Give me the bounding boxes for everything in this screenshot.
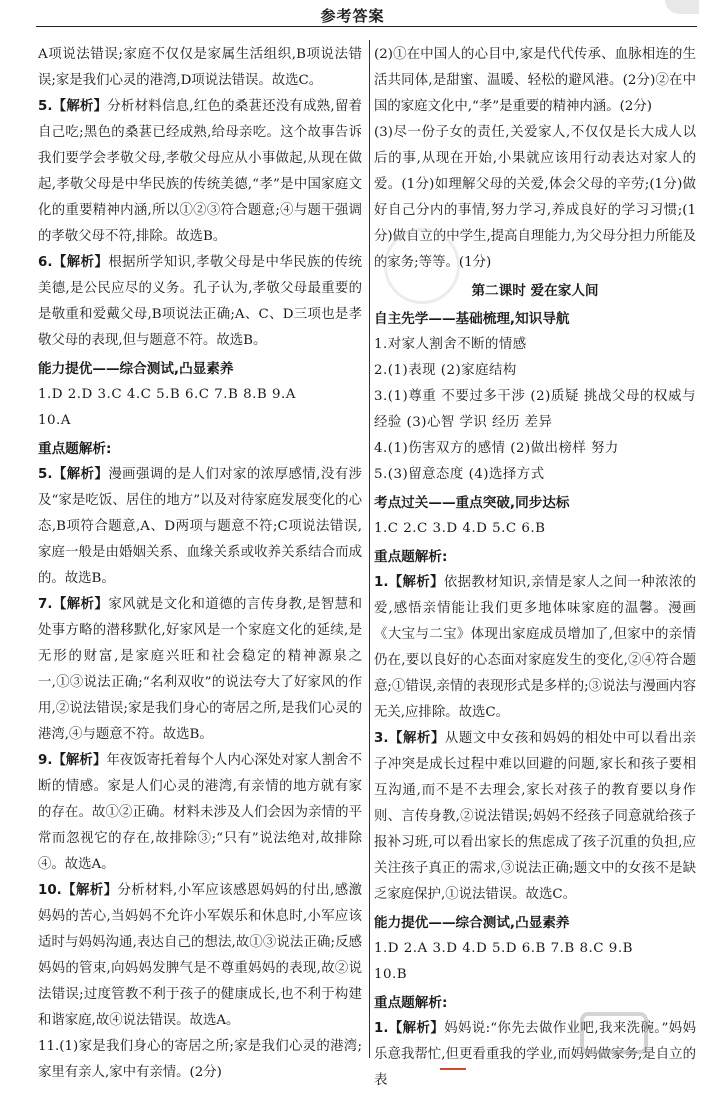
answer-list: 1.D 2.A 3.D 4.D 5.D 6.B 7.B 8.C 9.B <box>374 941 633 956</box>
left-column <box>38 42 362 1086</box>
analysis-tag: 5.【解析】 <box>38 99 108 114</box>
answer-list: 1.C 2.C 3.D 4.D 5.C 6.B <box>374 521 546 536</box>
header-rule <box>36 26 697 27</box>
answer-list: 4.(1)伤害双方的感情 (2)做出榜样 努力 <box>374 441 619 456</box>
section-heading: 能力提优——综合测试,凸显素养 <box>374 915 570 931</box>
paragraph-text: 根据所学知识,孝敬父母是中华民族的传统美德,是公民应尽的义务。孔子认为,孝敬父母最重要的是敬重和爱戴父母,B项说法正确;A、C、D三项也是孝敬父母的表现,但与题意不符。故选B。 <box>38 255 362 348</box>
section-heading: 自主先学——基础梳理,知识导航 <box>374 311 570 327</box>
explanation-paragraph <box>38 462 362 592</box>
explanation-paragraph <box>374 726 696 908</box>
analysis-tag: 3.【解析】 <box>374 731 445 746</box>
watermark-circle <box>384 228 460 304</box>
analysis-tag: 6.【解析】 <box>38 255 109 270</box>
explanation-paragraph <box>38 748 362 878</box>
paragraph-text: 漫画强调的是人们对家的浓厚感情,没有涉及“家是吃饭、居住的地方”以及对待家庭发展变化的心态,B项符合题意,A、D两项与题意不符;C项说法错误,家庭一般是由婚姻关系、血缘关系或收养关系结合而成的。故选B。 <box>38 467 362 586</box>
section-heading: 重点题解析: <box>374 995 448 1011</box>
paragraph-text: 依据教材知识,亲情是家人之间一种浓浓的爱,感悟亲情能让我们更多地体味家庭的温馨。漫画《大宝与二宝》体现出家庭成员增加了,但家中的亲情仍在,要以良好的心态面对家庭发生的变化,②④符合题意;①错误,亲情的表现形式是多样的;③说法与漫画内容无关,应排除。故选C。 <box>374 575 696 720</box>
explanation-paragraph <box>374 42 696 120</box>
analysis-tag: 1.【解析】 <box>374 575 444 590</box>
paragraph-text: 从题文中女孩和妈妈的相处中可以看出亲子冲突是成长过程中难以回避的问题,家长和孩子要相互沟通,而不是不去理会,家长对孩子的教育要以身作则、言传身教,②说法错误;妈妈不经孩子同意就给孩子报补习班,可以看出家长的焦虑成了孩子沉重的负担,应关注孩子真正的需求,③说法正确;题文中的女孩不是缺乏家庭保护,①说法错误。故选C。 <box>374 731 696 902</box>
lesson-heading: 第二课时 爱在家人间 <box>471 283 599 299</box>
paragraph-text: 分析材料,小军应该感恩妈妈的付出,感激妈妈的苦心,当妈妈不允许小军娱乐和休息时,小军应该适时与妈妈沟通,表达自己的想法,故①③说法正确;反感妈妈的管束,向妈妈发脾气是不尊重妈妈的表现,故②说法错误;过度管教不利于孩子的健康成长,也不利于构建和谐家庭,故④说法错误。故选A。 <box>38 883 362 1028</box>
watermark-logo-box <box>580 1012 648 1054</box>
paragraph-text: (3)尽一份子女的责任,关爱家人,不仅仅是长大成人以后的事,从现在开始,小果就应该用行动表达对家人的爱。(1分)如理解父母的关爱,体会父母的辛劳;(1分)做好自己分内的事情,努力学习,养成良好的学习习惯;(1分)做自立的中学生,提高自理能力,为父母分担力所能及的家务;等等。(1分) <box>374 125 696 270</box>
answer-list: 2.(1)表现 (2)家庭结构 <box>374 363 517 378</box>
explanation-paragraph <box>38 42 362 94</box>
answer-list: 1.对家人割舍不断的情感 <box>374 337 527 352</box>
analysis-tag: 5.【解析】 <box>38 467 109 482</box>
paragraph-text: 妈妈说:“你先去做作业吧,我来洗碗。”妈妈乐意我帮忙,但更看重我的学业,而妈妈做家务,是自立的表 <box>374 1021 696 1088</box>
analysis-tag: 7.【解析】 <box>38 597 109 612</box>
explanation-paragraph <box>374 570 696 726</box>
answer-list: 1.D 2.D 3.C 4.C 5.B 6.C 7.B 8.B 9.A <box>38 387 296 402</box>
watermark-stamp <box>162 218 242 258</box>
analysis-tag: 10.【解析】 <box>38 883 118 898</box>
explanation-paragraph <box>38 250 362 354</box>
paragraph-text: (2)①在中国人的心目中,家是代代传承、血脉相连的生活共同体,是甜蜜、温暖、轻松的避风港。(2分)②在中国的家庭文化中,“孝”是重要的精神内涵。(2分) <box>374 47 696 114</box>
explanation-paragraph <box>38 1034 362 1086</box>
section-heading: 重点题解析: <box>374 549 448 565</box>
corner-decoration <box>665 0 699 14</box>
answer-list: 3.(1)尊重 不要过多干涉 (2)质疑 挑战父母的权威与经验 (3)心智 学识 经历 差异 <box>374 389 696 430</box>
analysis-tag: 9.【解析】 <box>38 753 107 768</box>
analysis-tag: 1.【解析】 <box>374 1021 445 1036</box>
answer-list: 10.B <box>374 967 408 982</box>
answer-list: 10.A <box>38 413 71 428</box>
paragraph-text: 分析材料信息,红色的桑葚还没有成熟,留着自己吃;黑色的桑葚已经成熟,给母亲吃。这个故事告诉我们要学会孝敬父母,孝敬父母应从小事做起,从现在做起,孝敬父母是中华民族的传统美德,“孝”是中国家庭文化的重要精神内涵,所以①②③符合题意;④与题干强调的孝敬父母不符,排除。故选B。 <box>38 99 363 244</box>
paragraph-text: 年夜饭寄托着每个人内心深处对家人割舍不断的情感。家是人们心灵的港湾,有亲情的地方就有家的存在。故①②正确。材料未涉及人们会因为亲情的平常而忽视它的存在,故排除③;“只有”说法绝对,故排除④。故选A。 <box>38 753 363 872</box>
column-divider <box>369 40 370 1058</box>
page-title: 参考答案 <box>320 7 385 25</box>
right-column <box>374 42 696 1094</box>
paragraph-text: 11.(1)家是我们身心的寄居之所;家是我们心灵的港湾;家里有亲人,家中有亲情。(2分) <box>38 1039 362 1080</box>
paragraph-text: A项说法错误;家庭不仅仅是家属生活组织,B项说法错误;家是我们心灵的港湾,D项说法错误。故选C。 <box>38 47 362 88</box>
answer-list: 5.(3)留意态度 (4)选择方式 <box>374 467 545 482</box>
page-header <box>0 0 705 28</box>
section-heading: 能力提优——综合测试,凸显素养 <box>38 361 234 377</box>
explanation-paragraph <box>38 592 362 748</box>
page-number-marker <box>440 1068 466 1070</box>
explanation-paragraph <box>38 878 362 1034</box>
section-heading: 考点过关——重点突破,同步达标 <box>374 495 570 511</box>
section-heading: 重点题解析: <box>38 441 112 457</box>
paragraph-text: 家风就是文化和道德的言传身教,是智慧和处事方略的潜移默化,好家风是一个家庭文化的延续,是无形的财富,是家庭兴旺和社会稳定的精神源泉之一,①③说法正确;“名利双收”的说法夸大了好家风的作用,②说法错误;家是我们身心的寄居之所,是我们心灵的港湾,④与题意不符。故选B。 <box>38 597 362 742</box>
